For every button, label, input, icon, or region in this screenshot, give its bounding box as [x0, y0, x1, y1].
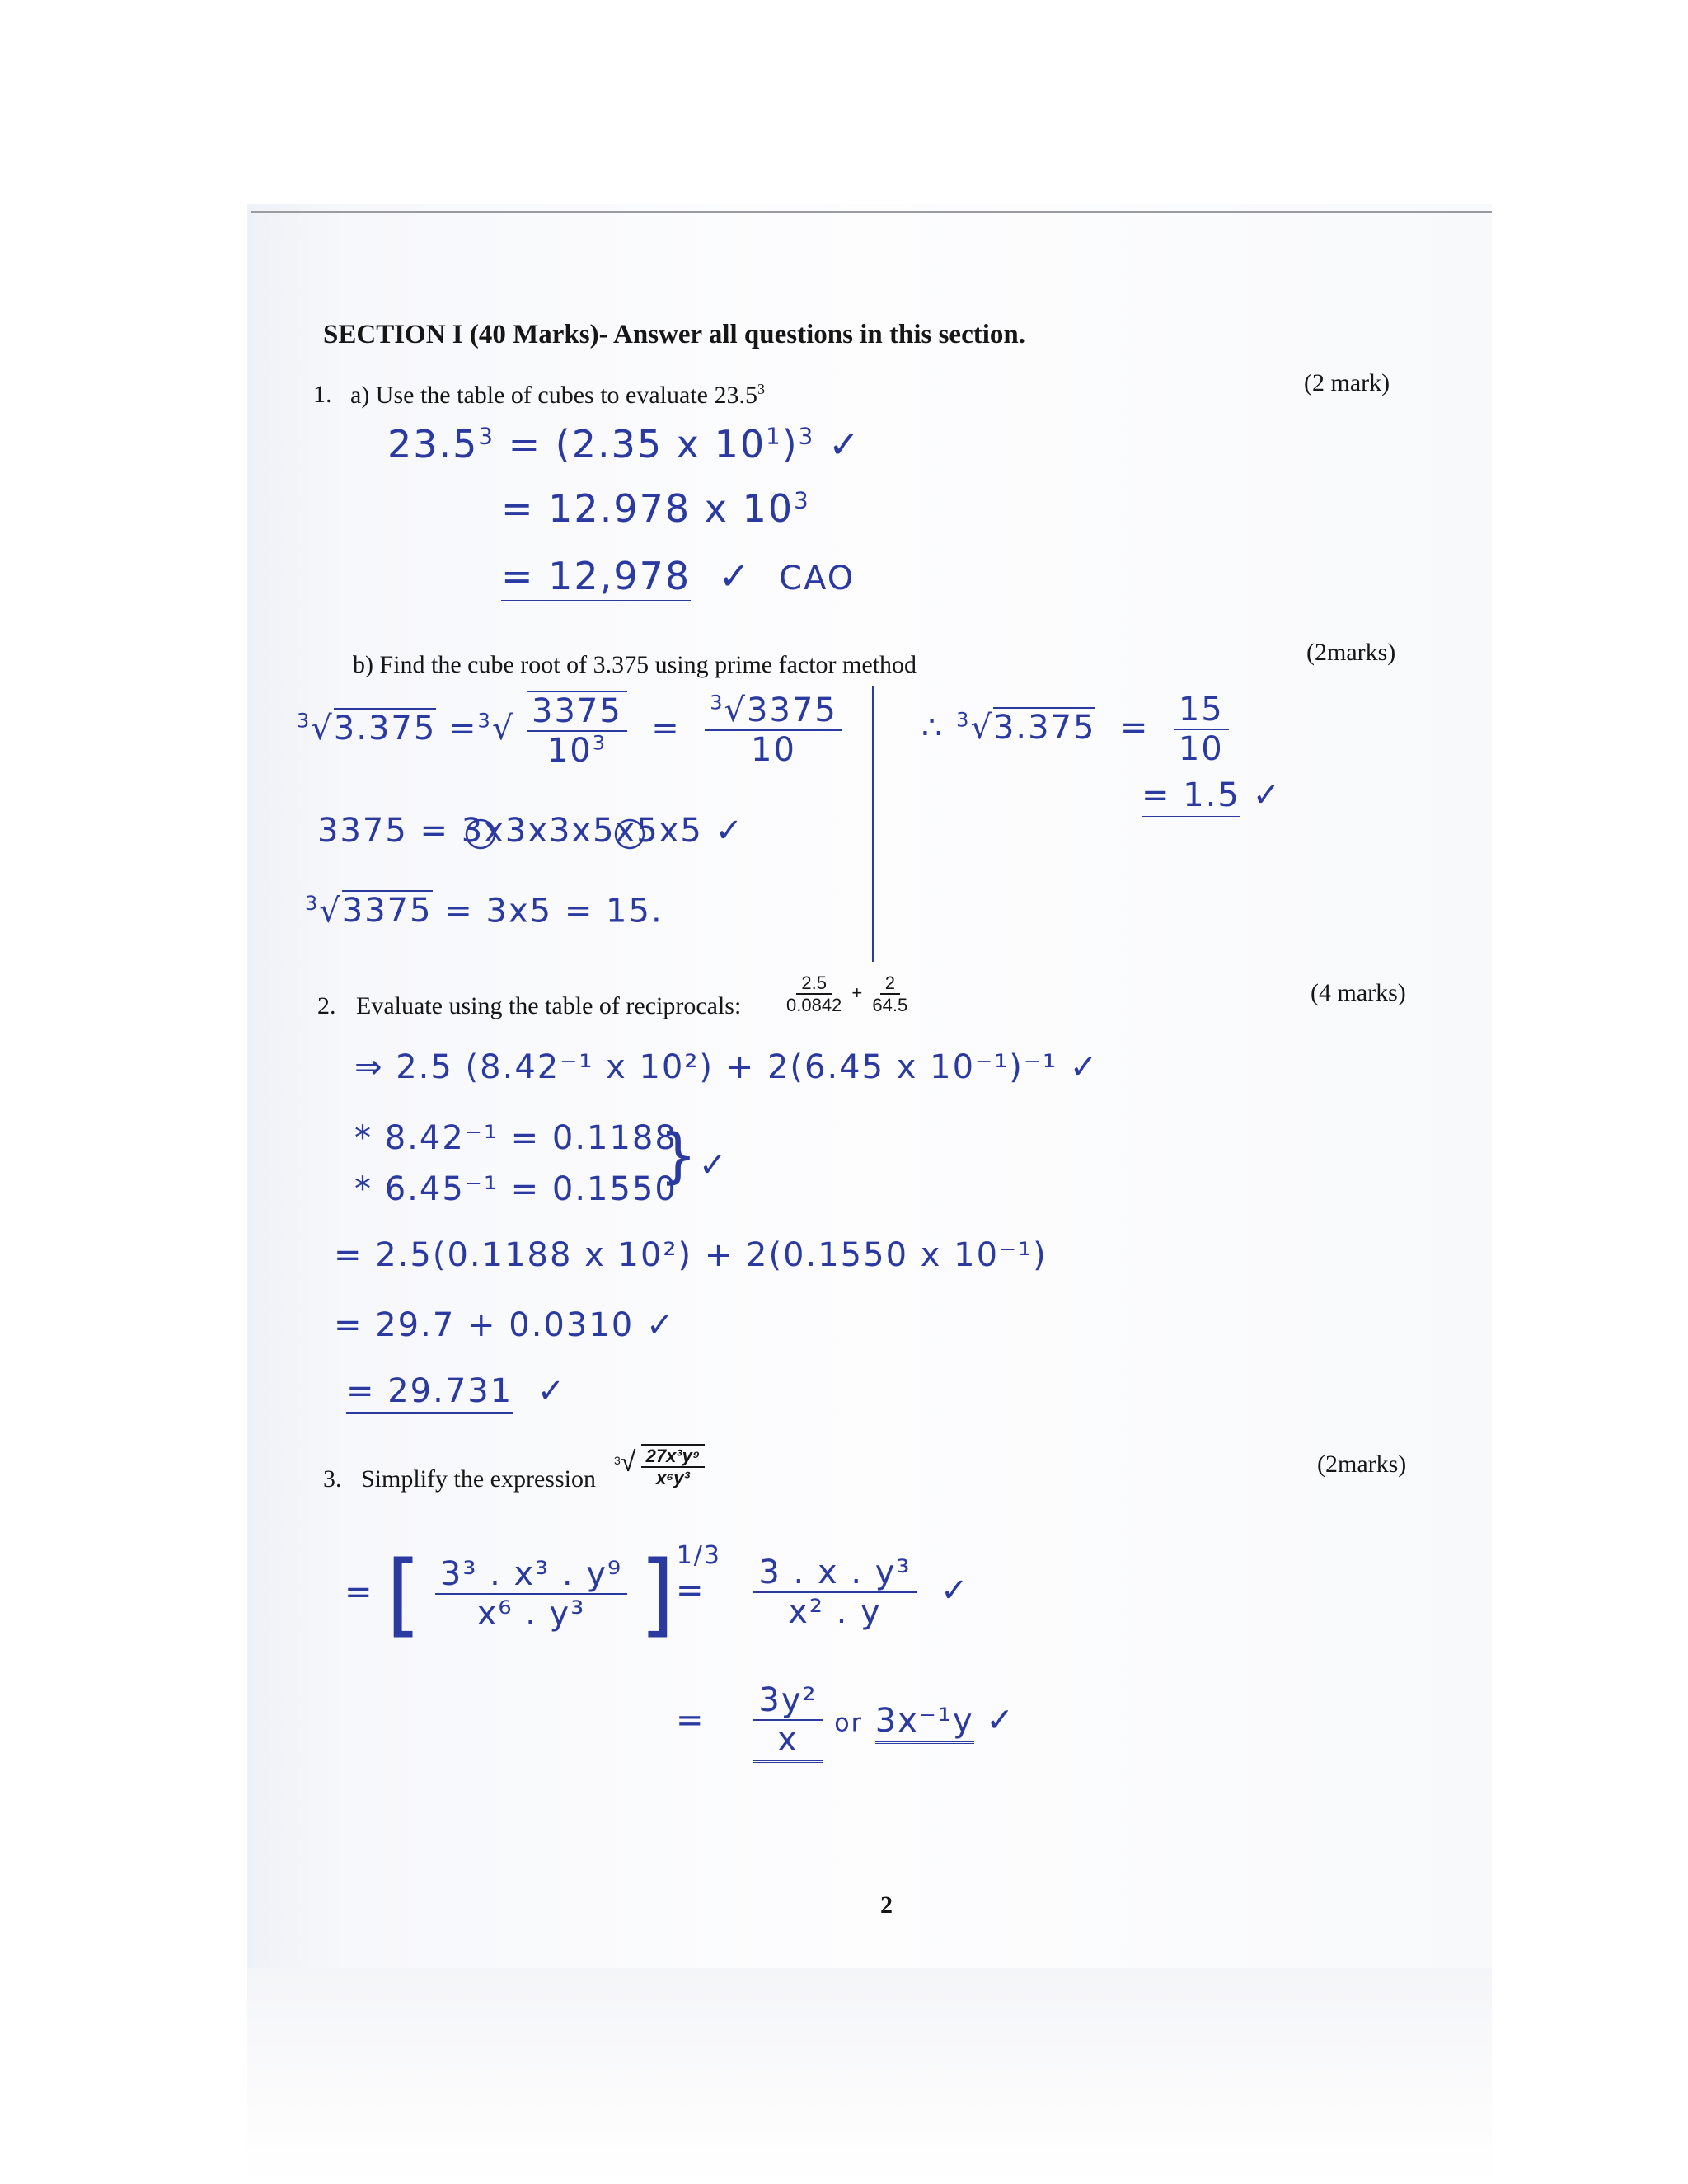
q1a-step3-value: = 12,978: [501, 554, 691, 602]
check-mark-icon: ✓: [715, 812, 745, 850]
q2-plus: +: [851, 982, 863, 1004]
q3-step2: = $\frac{\text{3 . x . y³}}{\text{x² . y}}$ ✓: [676, 1554, 970, 1631]
q2-line6: [346, 1372, 566, 1410]
q1b-concl-root-index: 3: [956, 708, 971, 732]
q2-brace: }✓: [659, 1121, 729, 1190]
q1b-root-index-2: 3: [477, 709, 492, 733]
check-mark-icon: ✓: [1069, 1048, 1100, 1086]
check-mark-icon: ✓: [704, 554, 766, 598]
q1a-prompt: [350, 381, 765, 410]
q3-step3: = $\frac{\text{3y²}}{x}$ or 3x⁻¹y ✓: [676, 1681, 1015, 1763]
q1b-line2: [317, 812, 744, 850]
q3-step2-fraction: [753, 1554, 916, 1631]
q1a-step1: 23.5$^3$ = (2.35 x $10^1)^3$ ✓: [387, 422, 862, 466]
q3-step3-den: x: [777, 1721, 799, 1759]
q3-step2-den: x² . y: [788, 1593, 882, 1631]
q3-step3-alt: 3x⁻¹y: [875, 1702, 974, 1744]
q1b-line1-mid-num: 3375: [527, 692, 627, 732]
q3-expr-num: 27x³y⁹: [641, 1446, 706, 1468]
q1b-line3-rest: = 3x5 = 15.: [444, 892, 663, 930]
q1b-root-index: 3: [297, 709, 312, 733]
q2-line5: [334, 1306, 675, 1344]
q2-frac1: [781, 972, 846, 1016]
q1a-step1-inner-power: 1: [766, 422, 782, 450]
q1b-line2-text: 3375 = 3x3x3x5x5x5: [317, 812, 703, 850]
q3-step1-power: 1/3: [676, 1541, 721, 1570]
q3-step2-num: 3 . x . y³: [753, 1554, 916, 1593]
q2-frac2-num: 2: [880, 972, 900, 995]
section-heading: SECTION I (40 Marks)- Answer all questions in this section.: [323, 320, 1025, 349]
q3-step3-fraction: [753, 1681, 822, 1763]
q1b-concl-den: 10: [1178, 730, 1224, 768]
q1a-step1-outer-power: 3: [798, 422, 815, 450]
q2-frac1-den: 0.0842: [786, 995, 842, 1016]
q3-prompt: Simplify the expression: [361, 1465, 596, 1493]
q1b-line1-radicand: 3.375: [333, 710, 437, 748]
sheet-top-edge: [251, 211, 1492, 213]
q2-line6-text: = 29.731: [346, 1372, 513, 1414]
circled-factor-3-icon: [466, 816, 499, 849]
q1b-line3: $^3$√3375 = 3x5 = 15.: [305, 892, 663, 930]
q3-step1-num: 3³ . x³ . y⁹: [435, 1555, 627, 1595]
q1a-prompt-power: 3: [757, 381, 765, 397]
q2-frac2: [867, 972, 912, 1016]
check-mark-icon: ✓: [698, 1146, 729, 1184]
q1b-concl-fraction: [1174, 691, 1229, 768]
page-number: 2: [880, 1891, 893, 1919]
q1a-step3-note: CAO: [779, 560, 856, 598]
q1a-step1-right: = (2.35 x 10: [508, 422, 767, 466]
q1b-conclusion: ∴ $^3$√3.375 = $\frac{15}{10}$: [921, 691, 1229, 768]
q1b-concl-radicand: 3.375: [992, 709, 1096, 747]
q2-line1: [354, 1048, 1099, 1086]
q3-step3-num: 3y²: [753, 1681, 822, 1721]
q1b-line1-right-fraction: $\frac{^3√3375}{10}$: [705, 691, 842, 769]
q3-step1: = [ $\frac{\text{3³ . x³ . y⁹}}{\text{x⁶ . y³}}$ ]$^{1/3}$: [345, 1541, 721, 1647]
q1b-therefore: ∴: [921, 709, 945, 747]
q2-prompt: Evaluate using the table of reciprocals:: [356, 992, 742, 1019]
q2-marks: (4 marks): [1311, 979, 1406, 1006]
q1b-line3-root-index: 3: [305, 892, 320, 915]
q1b-line1-right-num: 3375: [747, 691, 837, 729]
q3-root-index: 3: [614, 1453, 621, 1467]
check-mark-icon: ✓: [986, 1701, 1015, 1740]
q3-step1-fraction: [435, 1555, 627, 1633]
q2-frac1-num: 2.5: [796, 972, 832, 995]
q1b-result: [1142, 776, 1282, 814]
q3-step1-den: x⁶ . y³: [476, 1595, 586, 1633]
q1b-concl-result: = 1.5: [1142, 776, 1240, 818]
q3-number: 3.: [323, 1465, 342, 1493]
q1a-step2-text: = 12.978 x 10: [501, 486, 795, 531]
q1b-line1-mid-den: 10: [546, 732, 593, 770]
q1a-step1-left-power: 3: [478, 422, 495, 450]
q1b-concl-num: 15: [1174, 691, 1229, 730]
q3-step3-or: or: [834, 1708, 863, 1738]
q1a-step2: [501, 486, 810, 531]
q1b-prompt: b) Find the cube root of 3.375 using prime factor method: [353, 651, 917, 678]
q1a-prompt-text: a) Use the table of cubes to evaluate 23.5: [350, 382, 757, 409]
check-mark-icon: ✓: [828, 422, 862, 466]
q2-expression: [781, 972, 912, 1016]
q1b-root-index-3: 3: [710, 691, 724, 715]
q1a-marks: (2 mark): [1304, 369, 1390, 396]
q1b-line3-radicand: 3375: [341, 892, 433, 930]
q2-line1-text: ⇒ 2.5 (8.42⁻¹ x 10²) + 2(6.45 x 10⁻¹)⁻¹: [354, 1048, 1057, 1086]
q3-expression-fraction: [641, 1444, 706, 1489]
q1b-line1-den-power: 3: [592, 731, 607, 755]
q3-expr-den: x⁶y³: [656, 1468, 690, 1489]
q2-number: 2.: [317, 992, 336, 1019]
check-mark-icon: ✓: [928, 1572, 970, 1610]
q1a-step2-power: 3: [794, 486, 810, 514]
q1b-line1-mid-fraction: [527, 691, 627, 770]
scan-bottom-margin: [247, 1968, 1492, 2184]
q1b-marks: (2marks): [1306, 639, 1396, 666]
q2-line4: = 2.5(0.1188 x 10²) + 2(0.1550 x 10⁻¹): [334, 1236, 1048, 1274]
q3-marks: (2marks): [1317, 1451, 1407, 1478]
q1a-step1-left: 23.5: [387, 422, 479, 466]
q2-line2: * 8.42⁻¹ = 0.1188: [354, 1119, 678, 1157]
check-mark-icon: ✓: [524, 1372, 567, 1410]
q2-line5-text: = 29.7 + 0.0310: [334, 1306, 635, 1344]
circled-factor-5-icon: [615, 816, 648, 849]
check-mark-icon: ✓: [1252, 776, 1282, 814]
q1b-line1-right-den: 10: [751, 731, 796, 769]
working-divider: [872, 686, 874, 962]
q1b-line1: $^3$√3.375 =$^3$√ $\frac{3375}{10^3}$ = $\frac{^3√3375}{10}$: [297, 691, 842, 770]
q2-frac2-den: 64.5: [872, 995, 908, 1016]
q3-expression: $^3$√ $\frac{\text{27x³y⁹}}{\text{x⁶y³}}$: [614, 1444, 705, 1489]
check-mark-icon: ✓: [645, 1306, 676, 1344]
q1a-step3: [501, 554, 855, 598]
q2-line3: * 6.45⁻¹ = 0.1550: [354, 1170, 678, 1208]
q1-number: 1.: [313, 381, 332, 408]
